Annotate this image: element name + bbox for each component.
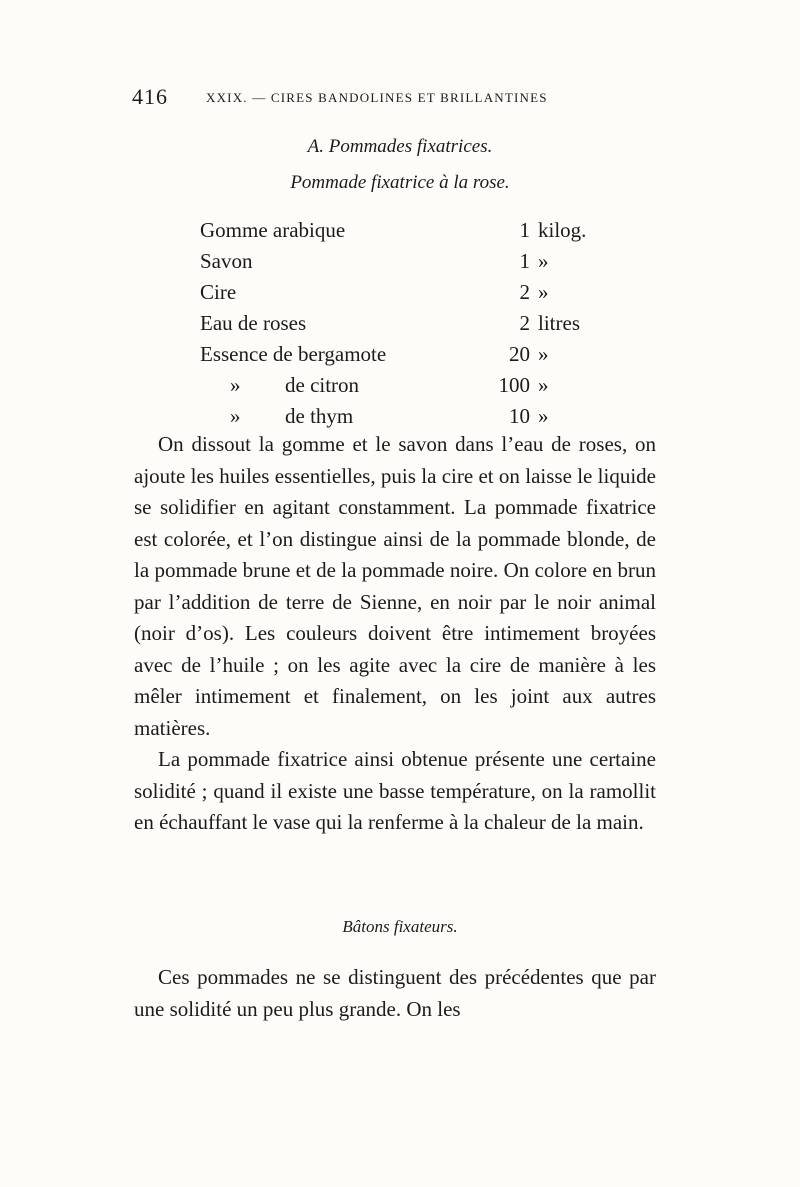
recipe-row: [200, 280, 610, 311]
paragraph: Ces pommades ne se distinguent des précédentes que par une solidité un peu plus grande. On les: [134, 965, 656, 1021]
ingredient-quantity: 20: [509, 342, 530, 366]
recipe-row: [200, 342, 610, 373]
ingredient-name: Eau de roses: [200, 311, 307, 335]
chapter-title: XXIX. — CIRES BANDOLINES ET BRILLANTINES: [206, 90, 548, 105]
running-head: [132, 84, 672, 110]
recipe-row: [200, 311, 610, 342]
paragraph: On dissout la gomme et le savon dans l’eau de roses, on ajoute les huiles essentielles, puis la cire et on laisse le liquide se solidifier en agitant constamment. La pommade fixatrice est colorée, et l’on distingue ainsi de la pommade blonde, de la pommade brune et de la pommade noire. On colore en brun par l’addition de terre de Sienne, en noir par le noir animal (noir d’os). Les couleurs doivent être intimement broyées avec de l’huile ; on les agite avec la cire de manière à les mêler intimement et finalement, on les joint aux autres matières.: [134, 432, 656, 740]
ingredient-quantity: 10: [509, 404, 530, 428]
ingredient-name: de thym: [285, 404, 354, 428]
recipe-row: [200, 373, 610, 404]
ingredient-name: Savon: [200, 249, 253, 273]
recipe-row: [200, 218, 610, 249]
ingredient-unit: »: [538, 280, 549, 304]
ditto-mark: »: [230, 404, 241, 428]
ingredient-quantity: 1: [519, 218, 530, 242]
ingredient-unit: litres: [538, 311, 580, 335]
ingredient-quantity: 100: [498, 373, 530, 397]
subsection-heading: Bâtons fixateurs.: [342, 917, 458, 936]
page-number: 416: [132, 84, 168, 109]
ingredient-quantity: 1: [519, 249, 530, 273]
body-text: [134, 429, 656, 839]
body-text-continued: [134, 962, 656, 1025]
ingredient-unit: »: [538, 404, 549, 428]
paragraph: La pommade fixatrice ainsi obtenue présente une certaine solidité ; quand il existe une basse température, on la ramollit en échauffant le vase qui la renferme à la chaleur de la main.: [134, 747, 656, 834]
section-heading: A. Pommades fixatrices.: [307, 136, 493, 157]
ingredient-name: Gomme arabique: [200, 218, 346, 242]
ingredient-unit: »: [538, 342, 549, 366]
ingredient-name: Cire: [200, 280, 237, 304]
recipe-table: [200, 218, 610, 435]
ingredient-unit: »: [538, 249, 549, 273]
ingredient-name: Essence de bergamote: [200, 342, 387, 366]
ditto-mark: »: [230, 373, 241, 397]
ingredient-unit: kilog.: [538, 218, 587, 242]
ingredient-name: de citron: [285, 373, 360, 397]
ingredient-unit: »: [538, 373, 549, 397]
recipe-title: Pommade fixatrice à la rose.: [290, 172, 510, 193]
ingredient-quantity: 2: [519, 311, 530, 335]
ingredient-quantity: 2: [519, 280, 530, 304]
recipe-row: [200, 249, 610, 280]
